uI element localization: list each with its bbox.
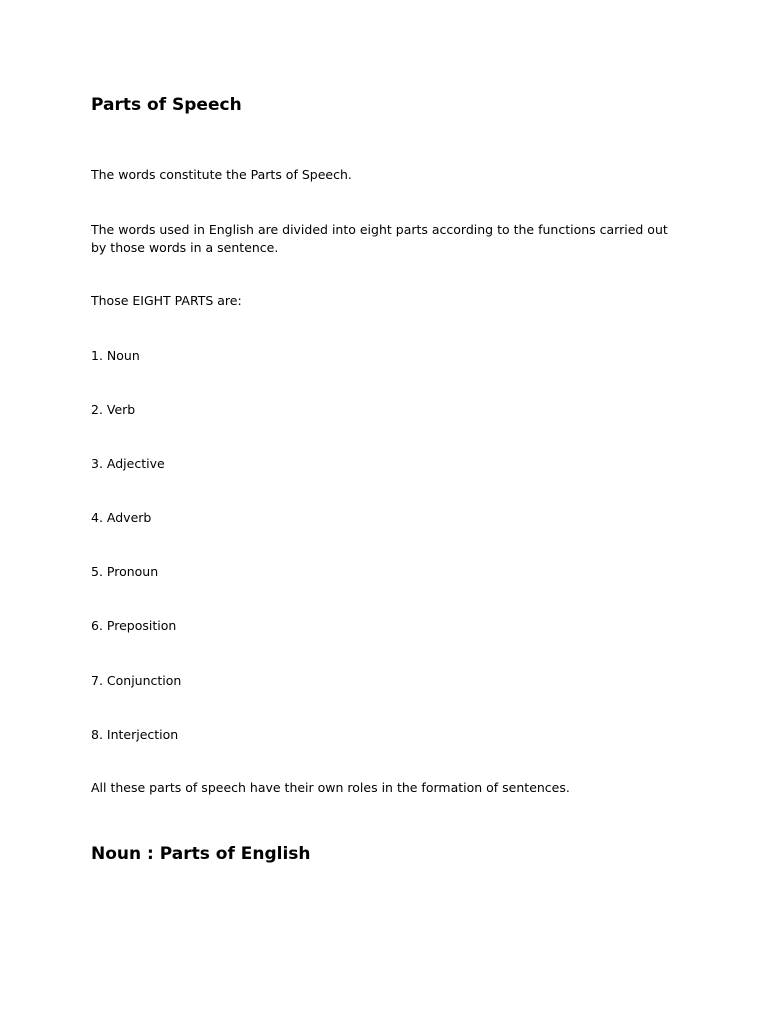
list-item-interjection: 8. Interjection [91,727,179,742]
list-item-adjective: 3. Adjective [91,456,165,471]
document-page [91,0,681,1024]
intro-paragraph: The words constitute the Parts of Speech. [91,167,352,182]
list-item-adverb: 4. Adverb [91,510,152,525]
list-item-preposition: 6. Preposition [91,618,177,633]
list-item-noun: 1. Noun [91,348,140,363]
list-item-conjunction: 7. Conjunction [91,673,182,688]
section-heading: Noun : Parts of English [91,844,311,864]
description-paragraph: The words used in English are divided into eight parts according to the functions carried out by those words in a sentence. [91,222,668,255]
list-item-pronoun: 5. Pronoun [91,564,159,579]
list-intro-paragraph: Those EIGHT PARTS are: [91,293,242,308]
page-title: Parts of Speech [91,95,242,115]
list-item-verb: 2. Verb [91,402,136,417]
closing-paragraph: All these parts of speech have their own roles in the formation of sentences. [91,780,570,795]
